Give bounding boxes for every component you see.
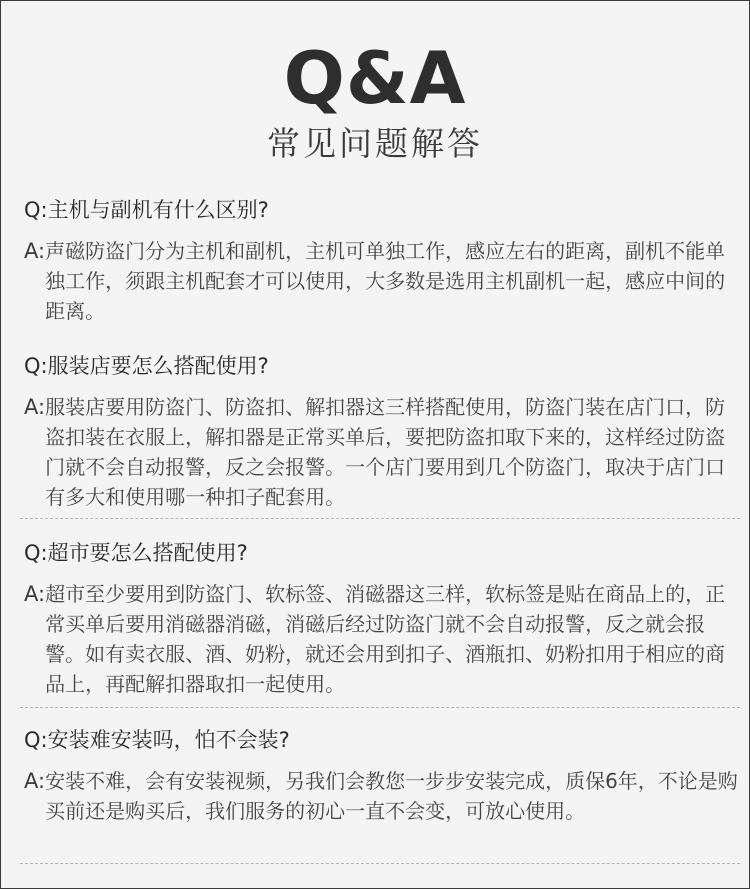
answer-prefix: A: bbox=[24, 769, 46, 793]
question-prefix: Q: bbox=[24, 198, 48, 222]
question-prefix: Q: bbox=[24, 541, 48, 565]
question-3 bbox=[24, 539, 742, 567]
question-text: 主机与副机有什么区别? bbox=[47, 198, 269, 222]
page-subtitle: 常见问题解答 bbox=[267, 124, 483, 163]
answer-prefix: A: bbox=[24, 239, 46, 263]
section-divider bbox=[20, 863, 740, 864]
section-divider bbox=[20, 518, 740, 519]
question-2 bbox=[24, 352, 742, 380]
question-text: 安装难安装吗，怕不会装? bbox=[47, 728, 290, 752]
answer-text: 安装不难，会有安装视频，另我们会教您一步步安装完成，质保6年，不论是购买前还是购买后，我们服务的初心一直不会变，可放心使用。 bbox=[45, 769, 738, 823]
answer-1 bbox=[24, 236, 742, 326]
answer-2 bbox=[24, 392, 742, 512]
question-text: 超市要怎么搭配使用? bbox=[47, 541, 248, 565]
answer-3 bbox=[24, 579, 742, 699]
question-4 bbox=[24, 726, 742, 754]
answer-prefix: A: bbox=[24, 395, 46, 419]
question-1 bbox=[24, 196, 742, 224]
answer-text: 服装店要用防盗门、防盗扣、解扣器这三样搭配使用，防盗门装在店门口，防盗扣装在衣服上，解扣器是正常买单后，要把防盗扣取下来的，这样经过防盗门就不会自动报警，反之会报警。一个店门要用到几个防盗门，取决于店门口有多大和使用哪一种扣子配套用。 bbox=[45, 395, 726, 509]
qa-item-4 bbox=[24, 726, 742, 826]
question-prefix: Q: bbox=[24, 728, 48, 752]
question-text: 服装店要怎么搭配使用? bbox=[47, 354, 269, 378]
question-prefix: Q: bbox=[24, 354, 48, 378]
answer-4 bbox=[24, 766, 742, 826]
answer-text: 声磁防盗门分为主机和副机，主机可单独工作，感应左右的距离，副机不能单独工作，须跟主机配套才可以使用，大多数是选用主机副机一起，感应中间的距离。 bbox=[45, 239, 726, 323]
qa-item-3 bbox=[24, 539, 742, 699]
qa-item-2 bbox=[24, 352, 742, 512]
answer-text: 超市至少要用到防盗门、软标签、消磁器这三样，软标签是贴在商品上的，正常买单后要用消磁器消磁，消磁后经过防盗门就不会自动报警，反之就会报警。如有卖衣服、酒、奶粉，就还会用到扣子、酒瓶扣、奶粉扣用于相应的商品上，再配解扣器取扣一起使用。 bbox=[45, 582, 726, 696]
page-title: Q&A bbox=[283, 36, 467, 120]
qa-item-1 bbox=[24, 196, 742, 326]
section-divider bbox=[20, 707, 740, 708]
answer-prefix: A: bbox=[24, 582, 46, 606]
